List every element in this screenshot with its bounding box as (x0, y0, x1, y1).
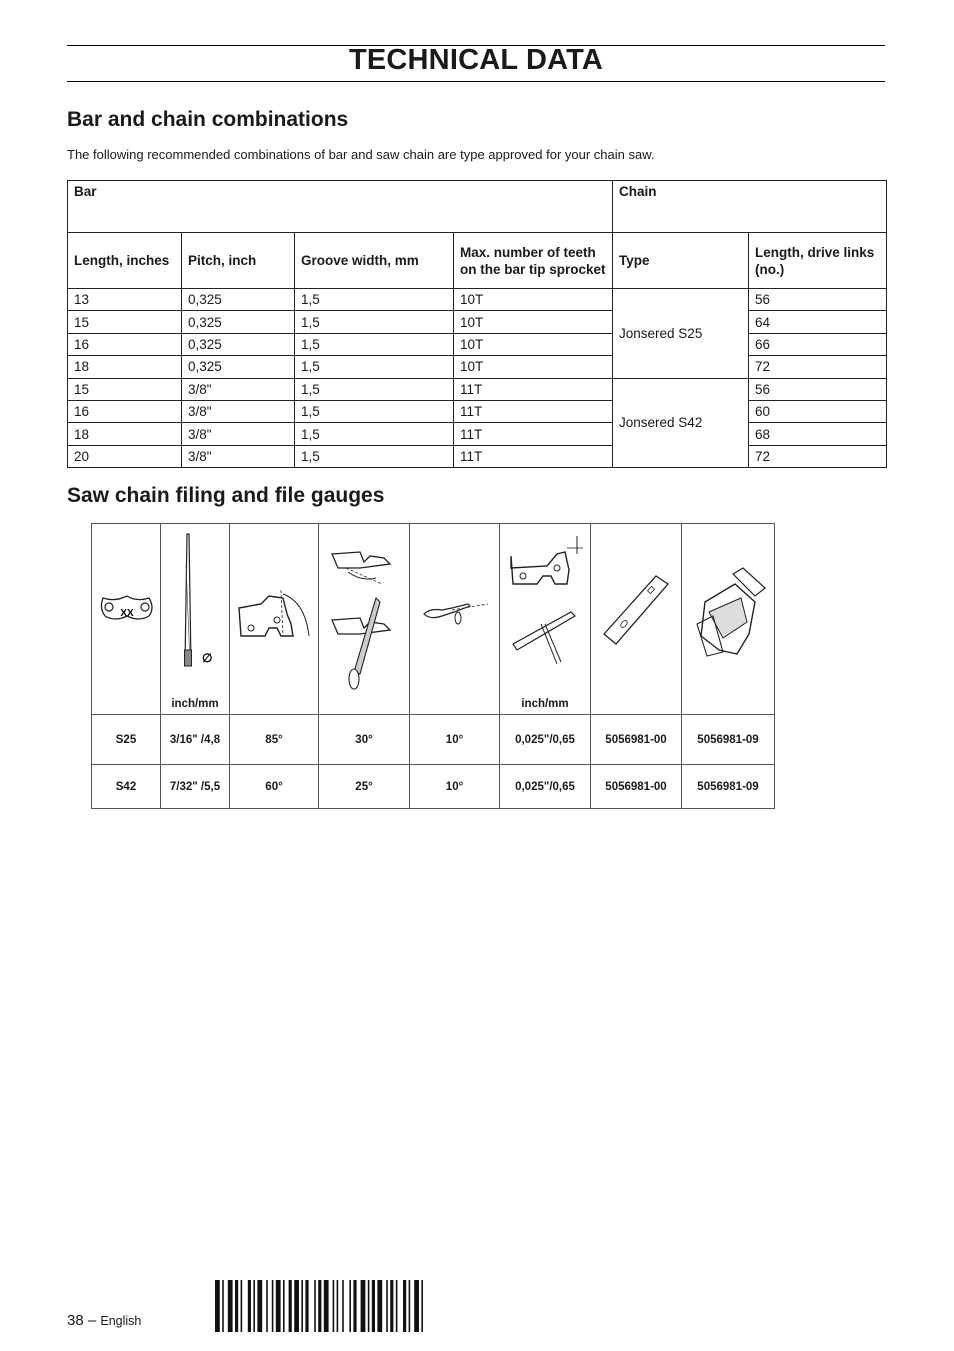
barcode-bar (272, 1280, 274, 1332)
bar-section-intro: The following recommended combinations of bar and saw chain are type approved for your chain saw. (67, 147, 655, 162)
cell: 15 (68, 378, 182, 400)
barcode-bar (283, 1280, 285, 1332)
file-unit-label: inch/mm (171, 698, 219, 710)
barcode-bar (353, 1280, 356, 1332)
barcode-bar (368, 1280, 370, 1332)
cell: 0,325 (182, 289, 295, 311)
flat-gauge-icon (591, 524, 682, 715)
chain-type-s25: Jonsered S25 (613, 289, 749, 379)
cell: 16 (68, 333, 182, 355)
cell: 5056981-00 (591, 765, 682, 809)
barcode-bar (361, 1280, 366, 1332)
file-guide-tool-icon (682, 524, 775, 715)
barcode-bar (301, 1280, 303, 1332)
cell: 18 (68, 423, 182, 445)
cell: 18 (68, 356, 182, 378)
cell: 1,5 (295, 311, 454, 333)
barcode-icon (215, 1280, 495, 1332)
barcode-bar (342, 1280, 344, 1332)
cell: 3/8" (182, 400, 295, 422)
cell: 15 (68, 311, 182, 333)
cell: 16 (68, 400, 182, 422)
cell: 5056981-00 (591, 715, 682, 765)
barcode-bar (305, 1280, 308, 1332)
page-separator: – (87, 1312, 97, 1329)
group-bar: Bar (68, 181, 613, 233)
cell: 60° (230, 765, 319, 809)
file-tilt-icon (410, 524, 500, 715)
cell: 1,5 (295, 378, 454, 400)
top-plate-angle-icon (230, 524, 319, 715)
barcode-bar (386, 1280, 388, 1332)
cell: 5056981-09 (682, 765, 775, 809)
cell: 72 (749, 445, 887, 467)
cell: 10T (454, 311, 613, 333)
cell: 1,5 (295, 400, 454, 422)
barcode-bar (266, 1280, 268, 1332)
cell: 1,5 (295, 333, 454, 355)
barcode-bar (314, 1280, 316, 1332)
table-row (68, 378, 887, 400)
cell: 60 (749, 400, 887, 422)
table-row (68, 445, 887, 467)
bar-chain-table (67, 180, 887, 468)
depth-gauge-icon (500, 524, 591, 715)
barcode-bar (349, 1280, 351, 1332)
cell: 0,325 (182, 311, 295, 333)
col-drive-links: Length, drive links (no.) (749, 233, 887, 289)
cell: 10° (410, 715, 500, 765)
chain-type-s42: Jonsered S42 (613, 378, 749, 468)
title-rule-bottom (67, 81, 885, 82)
cell: 1,5 (295, 356, 454, 378)
cell: 11T (454, 400, 613, 422)
barcode-bar (294, 1280, 299, 1332)
table-row (68, 423, 887, 445)
barcode-bar (409, 1280, 411, 1332)
cell: 13 (68, 289, 182, 311)
cell: 25° (319, 765, 410, 809)
cell: 0,025"/0,65 (500, 715, 591, 765)
saw-section-heading: Saw chain filing and file gauges (67, 484, 385, 507)
bar-section-heading: Bar and chain combinations (67, 108, 349, 131)
cell: 11T (454, 423, 613, 445)
barcode-bar (318, 1280, 321, 1332)
barcode-bar (337, 1280, 339, 1332)
cell: 1,5 (295, 423, 454, 445)
cell: 72 (749, 356, 887, 378)
barcode-bar (276, 1280, 281, 1332)
round-file-icon (161, 524, 230, 715)
barcode-bar (421, 1280, 423, 1332)
cell: 68 (749, 423, 887, 445)
barcode-bar (414, 1280, 419, 1332)
table-row (68, 289, 887, 311)
barcode-bar (396, 1280, 398, 1332)
barcode-bar (333, 1280, 335, 1332)
gauge-row-s42 (92, 765, 775, 809)
cell: 66 (749, 333, 887, 355)
cell: 10T (454, 356, 613, 378)
col-teeth: Max. number of teeth on the bar tip sprocket (454, 233, 613, 289)
gauge-row-s25 (92, 715, 775, 765)
cell: 10° (410, 765, 500, 809)
col-type: Type (613, 233, 749, 289)
depth-unit-label: inch/mm (521, 698, 569, 710)
cell: 11T (454, 378, 613, 400)
barcode-bar (390, 1280, 393, 1332)
barcode-bar (377, 1280, 382, 1332)
diameter-symbol: ∅ (202, 651, 213, 665)
cell: 7/32" /5,5 (161, 765, 230, 809)
cell: 11T (454, 445, 613, 467)
table-row (68, 356, 887, 378)
barcode-bar (289, 1280, 292, 1332)
cell: 3/8" (182, 423, 295, 445)
chain-link-label: XX (120, 608, 134, 619)
cell: 10T (454, 333, 613, 355)
table-row (68, 311, 887, 333)
cell: S25 (92, 715, 161, 765)
cell: 20 (68, 445, 182, 467)
barcode-bar (241, 1280, 243, 1332)
filing-angle-icon (319, 524, 410, 715)
cell: 0,325 (182, 333, 295, 355)
cell: 0,325 (182, 356, 295, 378)
table-row (68, 333, 887, 355)
barcode-bar (372, 1280, 375, 1332)
cell: 30° (319, 715, 410, 765)
barcode-bar (215, 1280, 220, 1332)
cell: 56 (749, 289, 887, 311)
barcode-bar (228, 1280, 233, 1332)
barcode-bar (248, 1280, 251, 1332)
barcode-bar (257, 1280, 262, 1332)
barcode-bar (235, 1280, 238, 1332)
cell: 64 (749, 311, 887, 333)
cell: 10T (454, 289, 613, 311)
cell: 1,5 (295, 445, 454, 467)
footer-language: English (100, 1314, 142, 1328)
col-pitch: Pitch, inch (182, 233, 295, 289)
cell: 3/8" (182, 378, 295, 400)
barcode-bar (403, 1280, 406, 1332)
cell: 5056981-09 (682, 715, 775, 765)
page-title: TECHNICAL DATA (348, 44, 604, 76)
col-length: Length, inches (68, 233, 182, 289)
barcode-bar (253, 1280, 255, 1332)
chain-link-icon (92, 524, 161, 715)
barcode-bar (324, 1280, 329, 1332)
table-row (68, 400, 887, 422)
cell: 1,5 (295, 289, 454, 311)
cell: 56 (749, 378, 887, 400)
cell: 0,025"/0,65 (500, 765, 591, 809)
barcode-bar (222, 1280, 224, 1332)
cell: 3/16" /4,8 (161, 715, 230, 765)
cell: 3/8" (182, 445, 295, 467)
col-groove: Groove width, mm (295, 233, 454, 289)
group-chain: Chain (613, 181, 887, 233)
cell: 85° (230, 715, 319, 765)
file-gauge-table (91, 523, 775, 809)
cell: S42 (92, 765, 161, 809)
page-number: 38 (67, 1312, 84, 1329)
page-footer (67, 1312, 141, 1329)
